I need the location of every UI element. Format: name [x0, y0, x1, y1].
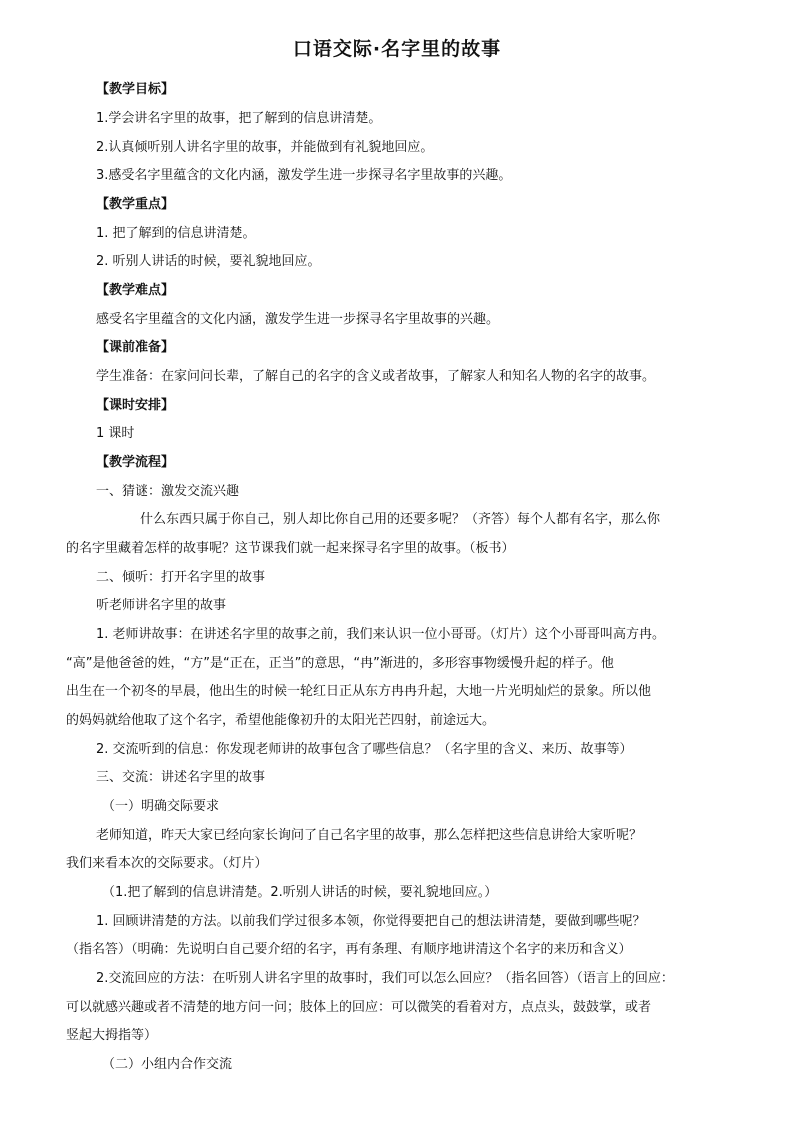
exchange-info-line: 2. 交流听到的信息：你发现老师讲的故事包含了哪些信息？（名字里的含义、来历、故事等）	[96, 742, 633, 757]
teacher-story-line-1: 1. 老师讲故事：在讲述名字里的故事之前，我们来认识一位小哥哥。（灯片）这个小哥哥叫高方冉。	[96, 627, 666, 642]
goal-item-3: 3.感受名字里蕴含的文化内涵，激发学生进一步探寻名字里故事的兴趣。	[96, 168, 512, 183]
requirements-line-1: 老师知道，昨天大家已经向家长询问了自己名字里的故事，那么怎样把这些信息讲给大家听呢？	[96, 828, 643, 843]
requirements-line-2: 我们来看本次的交际要求。（灯片）	[66, 856, 268, 871]
response-method-line-2: 可以就感兴趣或者不清楚的地方问一问；肢体上的回应：可以微笑的看着对方，点点头，鼓鼓掌，或者	[66, 1000, 652, 1015]
review-method-line-2: （指名答）（明确：先说明白自己要介绍的名字，再有条理、有顺序地讲清这个名字的来历和含义）	[66, 942, 632, 957]
key-point-1: 1. 把了解到的信息讲清楚。	[96, 226, 256, 241]
sub-heading-listen: 听老师讲名字里的故事	[96, 598, 227, 613]
teacher-story-line-3: 出生在一个初冬的早晨，他出生的时候一轮红日正从东方冉冉升起，大地一片光明灿烂的景象。所以他	[66, 684, 652, 699]
step-one-heading: 一、猜谜：激发交流兴趣	[96, 484, 240, 499]
step-three-heading: 三、交流：讲述名字里的故事	[96, 770, 266, 785]
response-method-line-3: 竖起大拇指等）	[66, 1028, 158, 1043]
sub-heading-requirements: （一）明确交际要求	[102, 799, 220, 814]
schedule-text: 1 课时	[96, 426, 135, 441]
preparation-text: 学生准备：在家问问长辈，了解自己的名字的含义或者故事，了解家人和知名人物的名字的故事。	[96, 369, 656, 384]
difficulty-text: 感受名字里蕴含的文化内涵，激发学生进一步探寻名字里故事的兴趣。	[96, 312, 500, 327]
section-heading-preparation: 【课前准备】	[96, 340, 175, 355]
section-heading-schedule: 【课时安排】	[96, 398, 175, 413]
page-title: 口语交际·名字里的故事	[292, 38, 502, 60]
section-heading-goals: 【教学目标】	[96, 82, 175, 97]
requirements-summary: （1.把了解到的信息讲清楚。2.听别人讲话的时候，要礼貌地回应。）	[102, 885, 498, 900]
review-method-line-1: 1. 回顾讲清楚的方法。以前我们学过很多本领，你觉得要把自己的想法讲清楚，要做到哪些呢？	[96, 914, 646, 929]
key-point-2: 2. 听别人讲话的时候，要礼貌地回应。	[96, 254, 321, 269]
section-heading-difficulties: 【教学难点】	[96, 283, 175, 298]
step-two-heading: 二、倾听：打开名字里的故事	[96, 570, 266, 585]
sub-heading-group-exchange: （二）小组内合作交流	[102, 1057, 233, 1072]
paragraph-riddle-line-1: 什么东西只属于你自己，别人却比你自己用的还要多呢？（齐答）每个人都有名字，那么你	[140, 512, 661, 527]
teacher-story-line-4: 的妈妈就给他取了这个名字，希望他能像初升的太阳光芒四射，前途远大。	[66, 713, 496, 728]
section-heading-key-points: 【教学重点】	[96, 197, 175, 212]
goal-item-2: 2.认真倾听别人讲名字里的故事，并能做到有礼貌地回应。	[96, 140, 434, 155]
goal-item-1: 1.学会讲名字里的故事，把了解到的信息讲清楚。	[96, 111, 382, 126]
section-heading-process: 【教学流程】	[96, 455, 175, 470]
paragraph-riddle-line-2: 的名字里藏着怎样的故事呢？这节课我们就一起来探寻名字里的故事。（板书）	[66, 541, 515, 556]
teacher-story-line-2: “高”是他爸爸的姓，“方”是“正在，正当”的意思，“冉”渐进的，多形容事物缓慢升起的样子。他	[66, 656, 614, 671]
response-method-line-1: 2.交流回应的方法：在听别人讲名字里的故事时，我们可以怎么回应？（指名回答）（语言上的回应：	[96, 971, 674, 986]
